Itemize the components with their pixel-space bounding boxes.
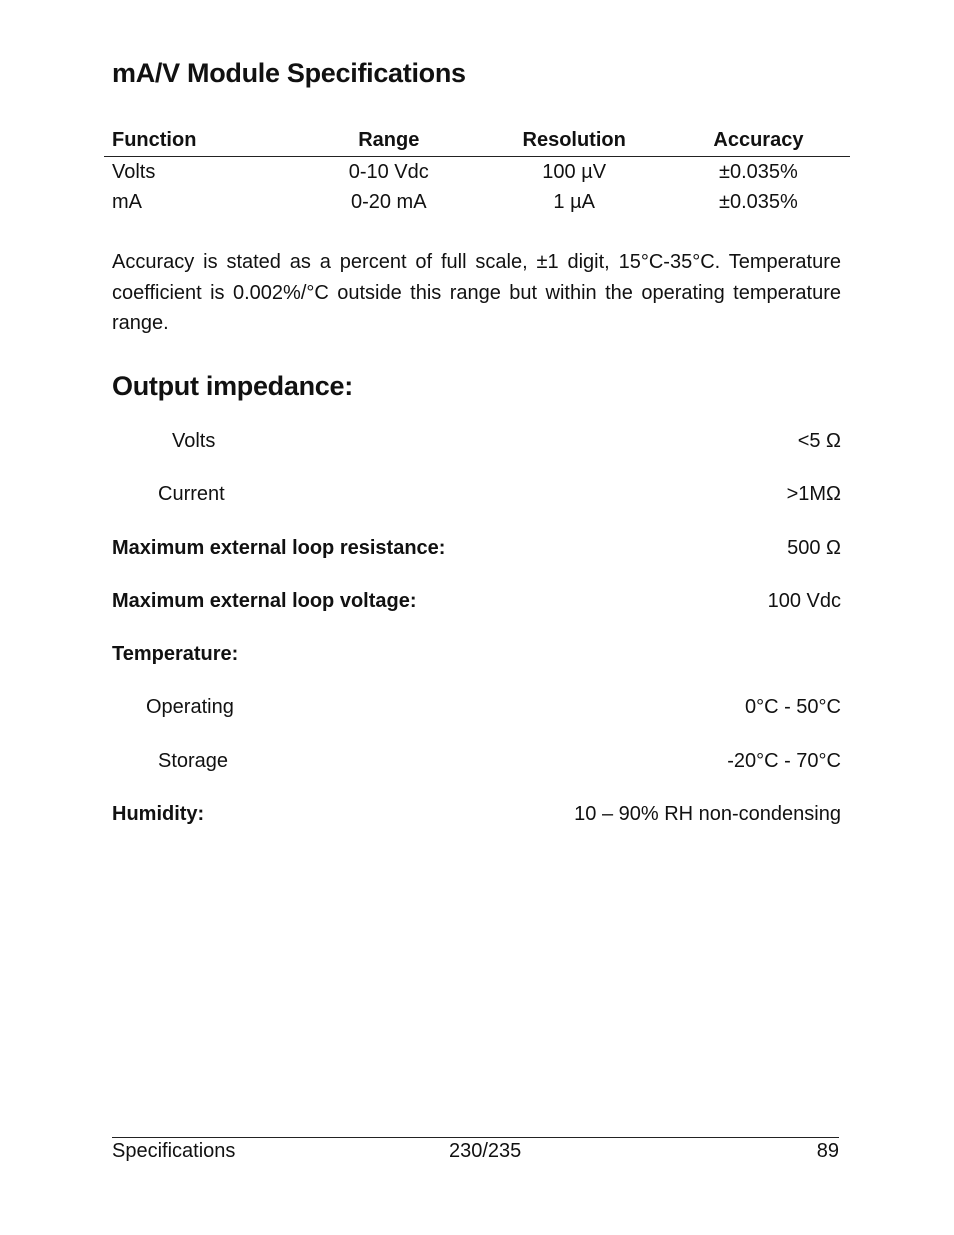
col-header-range: Range: [296, 124, 482, 157]
table-cell: ±0.035%: [719, 190, 798, 213]
humidity-row: [112, 803, 841, 833]
storage-label: Storage: [158, 750, 229, 772]
loop-voltage-value: 100 Vdc: [767, 590, 841, 612]
temperature-row: [112, 643, 841, 673]
table-cell: 0-20 mA: [350, 190, 427, 213]
footer-model: 230/235: [449, 1140, 522, 1162]
table-row: [104, 187, 850, 217]
spec-table: [104, 124, 850, 217]
output-impedance-heading: Output impedance:: [112, 371, 353, 401]
humidity-value: 10 – 90% RH non-condensing: [574, 803, 841, 825]
footer-section: Specifications: [112, 1140, 236, 1162]
humidity-label: Humidity:: [112, 803, 205, 825]
loop-voltage-row: [112, 590, 841, 620]
table-cell: Volts: [112, 160, 156, 183]
table-cell: 100 µV: [542, 160, 607, 183]
col-header-function: Function: [104, 124, 296, 157]
operating-value: 0°C - 50°C: [744, 696, 841, 718]
storage-value: -20°C - 70°C: [727, 750, 841, 772]
loop-resistance-value: 500 Ω: [787, 537, 841, 559]
impedance-volts-label: Volts: [172, 430, 216, 452]
col-header-accuracy: Accuracy: [667, 124, 850, 157]
table-cell: 1 µA: [553, 190, 595, 213]
loop-resistance-row: [112, 537, 841, 567]
loop-voltage-label: Maximum external loop voltage:: [112, 590, 417, 612]
impedance-volts-value: <5 Ω: [797, 430, 841, 452]
impedance-current-label: Current: [158, 483, 225, 505]
operating-label: Operating: [146, 696, 234, 718]
footer-divider: [112, 1137, 839, 1138]
loop-resistance-label: Maximum external loop resistance:: [112, 537, 446, 559]
impedance-current-row: [112, 483, 841, 513]
footer-page-number: 89: [816, 1140, 839, 1162]
temperature-label: Temperature:: [112, 643, 239, 665]
table-cell: 0-10 Vdc: [348, 160, 429, 183]
accuracy-note: Accuracy is stated as a percent of full scale, ±1 digit, 15°C-35°C. Temperature coefficient is 0.002%/°C outside this range but within the operating temperature range.: [112, 251, 841, 334]
table-cell: mA: [112, 190, 142, 213]
table-cell: ±0.035%: [719, 160, 798, 183]
temperature-storage-row: [112, 750, 841, 780]
impedance-current-value: >1MΩ: [786, 483, 841, 505]
table-row: [104, 157, 850, 188]
col-header-resolution: Resolution: [482, 124, 667, 157]
impedance-volts-row: [112, 430, 841, 460]
table-header-row: [104, 124, 850, 157]
page-title: mA/V Module Specifications: [112, 58, 466, 88]
temperature-operating-row: [112, 696, 841, 726]
